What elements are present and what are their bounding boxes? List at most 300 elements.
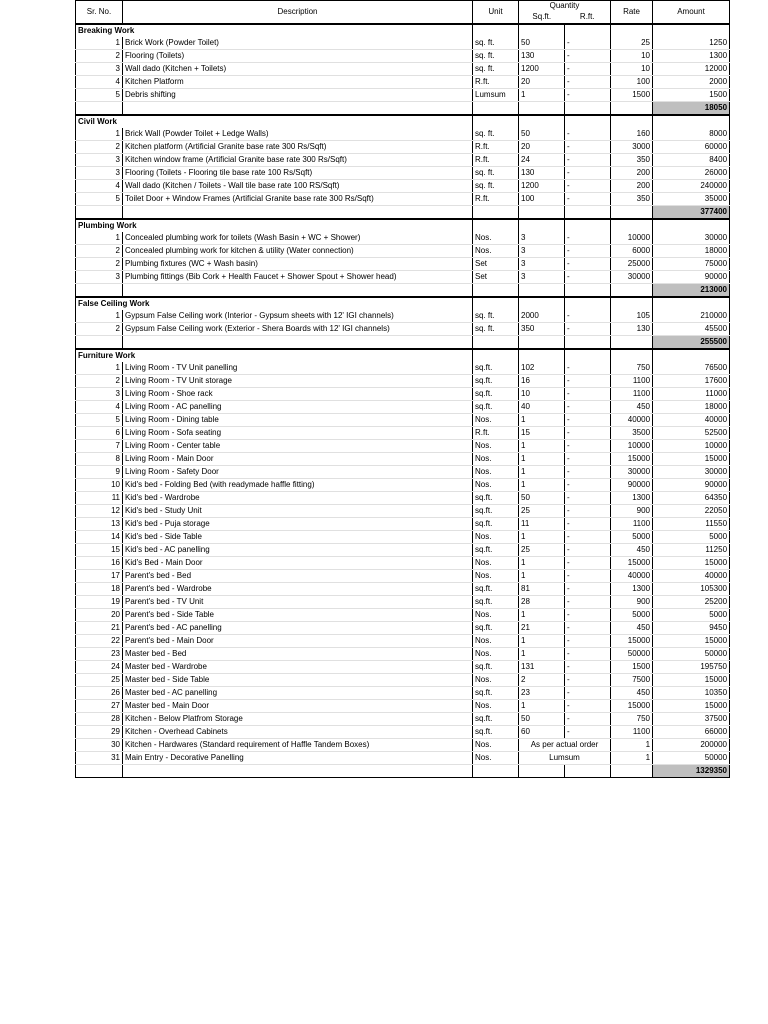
row-quantity-sqft: 1 xyxy=(519,453,565,466)
row-sr-no: 3 xyxy=(76,388,123,401)
row-amount: 240000 xyxy=(653,180,730,193)
row-quantity-rft: - xyxy=(565,232,611,245)
row-amount: 2000 xyxy=(653,76,730,89)
row-rate: 105 xyxy=(611,310,653,323)
row-description: Concealed plumbing work for kitchen & utility (Water connection) xyxy=(123,245,473,258)
table-row xyxy=(76,713,730,726)
table-row xyxy=(76,492,730,505)
section-header-rft-cell xyxy=(565,24,611,37)
row-quantity-rft: - xyxy=(565,180,611,193)
row-rate: 450 xyxy=(611,687,653,700)
row-quantity-sqft: 1 xyxy=(519,570,565,583)
row-sr-no: 4 xyxy=(76,401,123,414)
section-header-sqft-cell xyxy=(519,349,565,362)
row-sr-no: 25 xyxy=(76,674,123,687)
total-empty-rate-cell xyxy=(611,336,653,350)
row-description: Kid's bed - Study Unit xyxy=(123,505,473,518)
row-rate: 900 xyxy=(611,505,653,518)
row-amount: 60000 xyxy=(653,141,730,154)
section-title: Breaking Work xyxy=(76,24,473,37)
row-quantity-sqft: 28 xyxy=(519,596,565,609)
total-empty-desc-cell xyxy=(123,765,473,778)
row-rate: 30000 xyxy=(611,466,653,479)
row-quantity-note: As per actual order xyxy=(519,739,611,752)
row-quantity-sqft: 21 xyxy=(519,622,565,635)
row-rate: 450 xyxy=(611,622,653,635)
row-rate: 130 xyxy=(611,323,653,336)
row-quantity-sqft: 3 xyxy=(519,258,565,271)
row-amount: 52500 xyxy=(653,427,730,440)
row-quantity-sqft: 25 xyxy=(519,544,565,557)
row-quantity-sqft: 16 xyxy=(519,375,565,388)
section-header-rft-cell xyxy=(565,349,611,362)
row-rate: 10000 xyxy=(611,232,653,245)
row-unit: sq.ft. xyxy=(473,375,519,388)
header-row-1 xyxy=(76,1,730,12)
table-row xyxy=(76,518,730,531)
row-rate: 1300 xyxy=(611,583,653,596)
row-unit: Nos. xyxy=(473,739,519,752)
table-row xyxy=(76,596,730,609)
table-row xyxy=(76,388,730,401)
row-amount: 15000 xyxy=(653,674,730,687)
total-empty-desc-cell xyxy=(123,336,473,350)
row-unit: sq.ft. xyxy=(473,544,519,557)
row-sr-no: 3 xyxy=(76,154,123,167)
row-amount: 195750 xyxy=(653,661,730,674)
row-amount: 37500 xyxy=(653,713,730,726)
row-quantity-rft: - xyxy=(565,505,611,518)
section-header-unit-cell xyxy=(473,349,519,362)
col-header-unit: Unit xyxy=(473,1,519,25)
row-quantity-rft: - xyxy=(565,713,611,726)
row-rate: 25 xyxy=(611,37,653,50)
row-sr-no: 28 xyxy=(76,713,123,726)
row-sr-no: 30 xyxy=(76,739,123,752)
row-rate: 200 xyxy=(611,167,653,180)
row-quantity-rft: - xyxy=(565,128,611,141)
row-quantity-rft: - xyxy=(565,310,611,323)
row-sr-no: 3 xyxy=(76,167,123,180)
row-sr-no: 3 xyxy=(76,271,123,284)
table-row xyxy=(76,154,730,167)
row-unit: sq.ft. xyxy=(473,687,519,700)
row-sr-no: 27 xyxy=(76,700,123,713)
table-row xyxy=(76,739,730,752)
table-row xyxy=(76,479,730,492)
total-empty-unit-cell xyxy=(473,765,519,778)
row-sr-no: 7 xyxy=(76,440,123,453)
row-quantity-rft: - xyxy=(565,583,611,596)
table-row xyxy=(76,310,730,323)
row-amount: 15000 xyxy=(653,700,730,713)
row-sr-no: 14 xyxy=(76,531,123,544)
row-quantity-rft: - xyxy=(565,726,611,739)
section-header-amount-cell xyxy=(653,219,730,232)
row-sr-no: 8 xyxy=(76,453,123,466)
table-row xyxy=(76,362,730,375)
row-quantity-sqft: 10 xyxy=(519,388,565,401)
row-amount: 8400 xyxy=(653,154,730,167)
row-unit: R.ft. xyxy=(473,154,519,167)
row-unit: Nos. xyxy=(473,466,519,479)
row-description: Kitchen window frame (Artificial Granite base rate 300 Rs/Sqft) xyxy=(123,154,473,167)
row-sr-no: 19 xyxy=(76,596,123,609)
row-description: Parent's bed - Main Door xyxy=(123,635,473,648)
row-unit: sq. ft. xyxy=(473,323,519,336)
table-row xyxy=(76,700,730,713)
section-header-rate-cell xyxy=(611,297,653,310)
row-quantity-rft: - xyxy=(565,427,611,440)
row-quantity-rft: - xyxy=(565,401,611,414)
row-amount: 11550 xyxy=(653,518,730,531)
total-empty-desc-cell xyxy=(123,206,473,220)
row-amount: 11250 xyxy=(653,544,730,557)
total-empty-sr-cell xyxy=(76,206,123,220)
row-description: Parent's bed - TV Unit xyxy=(123,596,473,609)
total-empty-sr-cell xyxy=(76,284,123,298)
row-sr-no: 1 xyxy=(76,232,123,245)
row-rate: 750 xyxy=(611,362,653,375)
row-amount: 9450 xyxy=(653,622,730,635)
row-rate: 1 xyxy=(611,739,653,752)
row-amount: 15000 xyxy=(653,453,730,466)
row-unit: Nos. xyxy=(473,674,519,687)
row-description: Kitchen - Overhead Cabinets xyxy=(123,726,473,739)
section-header-sqft-cell xyxy=(519,24,565,37)
row-amount: 90000 xyxy=(653,479,730,492)
total-empty-desc-cell xyxy=(123,102,473,116)
row-quantity-rft: - xyxy=(565,622,611,635)
row-rate: 50000 xyxy=(611,648,653,661)
row-description: Master bed - Main Door xyxy=(123,700,473,713)
col-header-quantity: Quantity xyxy=(519,1,611,12)
total-empty-sqft-cell xyxy=(519,284,565,298)
row-sr-no: 15 xyxy=(76,544,123,557)
row-description: Living Room - Main Door xyxy=(123,453,473,466)
col-header-description: Description xyxy=(123,1,473,25)
row-sr-no: 1 xyxy=(76,128,123,141)
total-empty-sqft-cell xyxy=(519,206,565,220)
row-quantity-rft: - xyxy=(565,479,611,492)
row-quantity-sqft: 2 xyxy=(519,674,565,687)
total-empty-rft-cell xyxy=(565,336,611,350)
section-header xyxy=(76,297,730,310)
section-header-sqft-cell xyxy=(519,219,565,232)
row-amount: 5000 xyxy=(653,531,730,544)
row-sr-no: 4 xyxy=(76,180,123,193)
row-description: Kid's bed - Wardrobe xyxy=(123,492,473,505)
row-unit: Nos. xyxy=(473,531,519,544)
table-row xyxy=(76,505,730,518)
row-sr-no: 31 xyxy=(76,752,123,765)
row-description: Flooring (Toilets) xyxy=(123,50,473,63)
section-header-rft-cell xyxy=(565,219,611,232)
row-quantity-rft: - xyxy=(565,635,611,648)
row-quantity-rft: - xyxy=(565,76,611,89)
row-rate: 6000 xyxy=(611,245,653,258)
row-quantity-sqft: 20 xyxy=(519,141,565,154)
row-unit: sq.ft. xyxy=(473,505,519,518)
col-header-amount: Amount xyxy=(653,1,730,25)
row-unit: sq.ft. xyxy=(473,362,519,375)
table-row xyxy=(76,37,730,50)
row-quantity-sqft: 130 xyxy=(519,167,565,180)
table-row xyxy=(76,609,730,622)
row-quantity-sqft: 131 xyxy=(519,661,565,674)
row-description: Wall dado (Kitchen + Toilets) xyxy=(123,63,473,76)
row-unit: R.ft. xyxy=(473,193,519,206)
row-unit: Nos. xyxy=(473,557,519,570)
row-amount: 210000 xyxy=(653,310,730,323)
table-row xyxy=(76,180,730,193)
section-header-amount-cell xyxy=(653,115,730,128)
section-header xyxy=(76,115,730,128)
row-quantity-rft: - xyxy=(565,466,611,479)
row-rate: 7500 xyxy=(611,674,653,687)
row-description: Wall dado (Kitchen / Toilets - Wall tile base rate 100 RS/Sqft) xyxy=(123,180,473,193)
row-unit: sq. ft. xyxy=(473,37,519,50)
row-quantity-rft: - xyxy=(565,453,611,466)
total-empty-sr-cell xyxy=(76,336,123,350)
row-quantity-rft: - xyxy=(565,687,611,700)
row-description: Kitchen Platform xyxy=(123,76,473,89)
row-quantity-sqft: 50 xyxy=(519,37,565,50)
row-description: Flooring (Toilets - Flooring tile base rate 100 Rs/Sqft) xyxy=(123,167,473,180)
section-header-rate-cell xyxy=(611,219,653,232)
row-unit: R.ft. xyxy=(473,427,519,440)
row-description: Parent's bed - AC panelling xyxy=(123,622,473,635)
section-header-sqft-cell xyxy=(519,297,565,310)
row-quantity-sqft: 1200 xyxy=(519,63,565,76)
row-description: Kitchen platform (Artificial Granite base rate 300 Rs/Sqft) xyxy=(123,141,473,154)
row-description: Kid's bed - AC panelling xyxy=(123,544,473,557)
row-amount: 10000 xyxy=(653,440,730,453)
row-quantity-sqft: 81 xyxy=(519,583,565,596)
row-quantity-sqft: 15 xyxy=(519,427,565,440)
row-sr-no: 2 xyxy=(76,323,123,336)
row-amount: 15000 xyxy=(653,557,730,570)
row-rate: 5000 xyxy=(611,531,653,544)
row-quantity-rft: - xyxy=(565,271,611,284)
row-unit: sq.ft. xyxy=(473,622,519,635)
row-unit: Set xyxy=(473,258,519,271)
row-quantity-rft: - xyxy=(565,167,611,180)
row-quantity-rft: - xyxy=(565,323,611,336)
row-amount: 18000 xyxy=(653,401,730,414)
table-row xyxy=(76,375,730,388)
row-amount: 90000 xyxy=(653,271,730,284)
row-rate: 5000 xyxy=(611,609,653,622)
total-empty-rate-cell xyxy=(611,102,653,116)
row-description: Master bed - Wardrobe xyxy=(123,661,473,674)
row-unit: Nos. xyxy=(473,635,519,648)
row-description: Parent's bed - Bed xyxy=(123,570,473,583)
row-quantity-rft: - xyxy=(565,531,611,544)
row-unit: Nos. xyxy=(473,700,519,713)
row-amount: 40000 xyxy=(653,414,730,427)
row-amount: 1300 xyxy=(653,50,730,63)
row-rate: 10000 xyxy=(611,440,653,453)
row-quantity-sqft: 50 xyxy=(519,128,565,141)
row-amount: 40000 xyxy=(653,570,730,583)
row-description: Kitchen - Hardwares (Standard requirement of Haffle Tandem Boxes) xyxy=(123,739,473,752)
row-quantity-rft: - xyxy=(565,388,611,401)
row-unit: sq. ft. xyxy=(473,180,519,193)
row-quantity-rft: - xyxy=(565,245,611,258)
section-header-rate-cell xyxy=(611,349,653,362)
section-header-unit-cell xyxy=(473,219,519,232)
row-rate: 1500 xyxy=(611,661,653,674)
section-header xyxy=(76,219,730,232)
table-row xyxy=(76,661,730,674)
row-description: Master bed - AC panelling xyxy=(123,687,473,700)
section-header-unit-cell xyxy=(473,24,519,37)
row-unit: sq.ft. xyxy=(473,492,519,505)
row-rate: 200 xyxy=(611,180,653,193)
row-quantity-rft: - xyxy=(565,375,611,388)
row-rate: 10 xyxy=(611,50,653,63)
row-sr-no: 5 xyxy=(76,193,123,206)
row-rate: 15000 xyxy=(611,453,653,466)
table-row xyxy=(76,752,730,765)
row-sr-no: 18 xyxy=(76,583,123,596)
table-row xyxy=(76,453,730,466)
table-row xyxy=(76,50,730,63)
row-rate: 100 xyxy=(611,76,653,89)
total-empty-desc-cell xyxy=(123,284,473,298)
row-amount: 50000 xyxy=(653,752,730,765)
row-description: Plumbing fixtures (WC + Wash basin) xyxy=(123,258,473,271)
row-sr-no: 4 xyxy=(76,76,123,89)
total-empty-sqft-cell xyxy=(519,765,565,778)
row-quantity-sqft: 2000 xyxy=(519,310,565,323)
row-description: Living Room - TV Unit panelling xyxy=(123,362,473,375)
row-sr-no: 12 xyxy=(76,505,123,518)
row-description: Main Entry - Decorative Panelling xyxy=(123,752,473,765)
row-description: Parent's bed - Side Table xyxy=(123,609,473,622)
row-rate: 25000 xyxy=(611,258,653,271)
section-title: Civil Work xyxy=(76,115,473,128)
estimate-table xyxy=(75,0,730,778)
row-quantity-note: Lumsum xyxy=(519,752,611,765)
row-description: Concealed plumbing work for toilets (Wash Basin + WC + Shower) xyxy=(123,232,473,245)
total-empty-rft-cell xyxy=(565,102,611,116)
row-unit: sq.ft. xyxy=(473,713,519,726)
row-quantity-sqft: 20 xyxy=(519,76,565,89)
col-header-sqft: Sq.ft. xyxy=(519,11,565,24)
row-quantity-rft: - xyxy=(565,544,611,557)
table-row xyxy=(76,63,730,76)
row-description: Living Room - AC panelling xyxy=(123,401,473,414)
row-amount: 64350 xyxy=(653,492,730,505)
row-amount: 26000 xyxy=(653,167,730,180)
row-unit: sq. ft. xyxy=(473,63,519,76)
row-rate: 1100 xyxy=(611,518,653,531)
total-empty-rate-cell xyxy=(611,765,653,778)
row-amount: 8000 xyxy=(653,128,730,141)
row-description: Kid's bed - Side Table xyxy=(123,531,473,544)
row-rate: 350 xyxy=(611,193,653,206)
row-unit: sq. ft. xyxy=(473,50,519,63)
row-sr-no: 2 xyxy=(76,50,123,63)
table-row xyxy=(76,583,730,596)
row-unit: Nos. xyxy=(473,245,519,258)
row-quantity-rft: - xyxy=(565,492,611,505)
row-rate: 350 xyxy=(611,154,653,167)
row-quantity-rft: - xyxy=(565,63,611,76)
section-title: Furniture Work xyxy=(76,349,473,362)
row-description: Master bed - Side Table xyxy=(123,674,473,687)
section-title: Plumbing Work xyxy=(76,219,473,232)
row-amount: 105300 xyxy=(653,583,730,596)
row-amount: 10350 xyxy=(653,687,730,700)
row-quantity-sqft: 350 xyxy=(519,323,565,336)
row-sr-no: 9 xyxy=(76,466,123,479)
row-rate: 10 xyxy=(611,63,653,76)
row-unit: Nos. xyxy=(473,609,519,622)
row-rate: 1100 xyxy=(611,388,653,401)
row-sr-no: 2 xyxy=(76,245,123,258)
row-unit: Nos. xyxy=(473,479,519,492)
row-description: Living Room - Sofa seating xyxy=(123,427,473,440)
row-quantity-rft: - xyxy=(565,440,611,453)
row-amount: 30000 xyxy=(653,232,730,245)
table-row xyxy=(76,401,730,414)
row-amount: 5000 xyxy=(653,609,730,622)
row-quantity-sqft: 102 xyxy=(519,362,565,375)
row-unit: sq. ft. xyxy=(473,310,519,323)
row-unit: sq.ft. xyxy=(473,388,519,401)
row-description: Living Room - Shoe rack xyxy=(123,388,473,401)
row-description: Gypsum False Ceiling work (Exterior - Shera Boards with 12' IGI channels) xyxy=(123,323,473,336)
section-total-amount: 255500 xyxy=(653,336,730,350)
row-amount: 76500 xyxy=(653,362,730,375)
row-unit: Lumsum xyxy=(473,89,519,102)
row-rate: 450 xyxy=(611,401,653,414)
row-unit: R.ft. xyxy=(473,141,519,154)
section-total-row xyxy=(76,206,730,220)
section-total-row xyxy=(76,102,730,116)
table-row xyxy=(76,89,730,102)
row-amount: 11000 xyxy=(653,388,730,401)
row-amount: 35000 xyxy=(653,193,730,206)
row-rate: 900 xyxy=(611,596,653,609)
row-sr-no: 6 xyxy=(76,427,123,440)
col-header-sr: Sr. No. xyxy=(76,1,123,25)
section-header-amount-cell xyxy=(653,24,730,37)
table-body xyxy=(76,1,730,778)
table-row xyxy=(76,258,730,271)
row-unit: sq. ft. xyxy=(473,167,519,180)
table-row xyxy=(76,557,730,570)
section-total-row xyxy=(76,336,730,350)
row-sr-no: 17 xyxy=(76,570,123,583)
table-row xyxy=(76,414,730,427)
row-rate: 160 xyxy=(611,128,653,141)
row-quantity-sqft: 40 xyxy=(519,401,565,414)
row-amount: 75000 xyxy=(653,258,730,271)
row-quantity-rft: - xyxy=(565,596,611,609)
row-description: Kitchen - Below Platfrom Storage xyxy=(123,713,473,726)
row-description: Living Room - Safety Door xyxy=(123,466,473,479)
row-quantity-sqft: 25 xyxy=(519,505,565,518)
total-empty-rft-cell xyxy=(565,765,611,778)
row-rate: 3500 xyxy=(611,427,653,440)
row-sr-no: 1 xyxy=(76,310,123,323)
row-amount: 200000 xyxy=(653,739,730,752)
row-rate: 1 xyxy=(611,752,653,765)
